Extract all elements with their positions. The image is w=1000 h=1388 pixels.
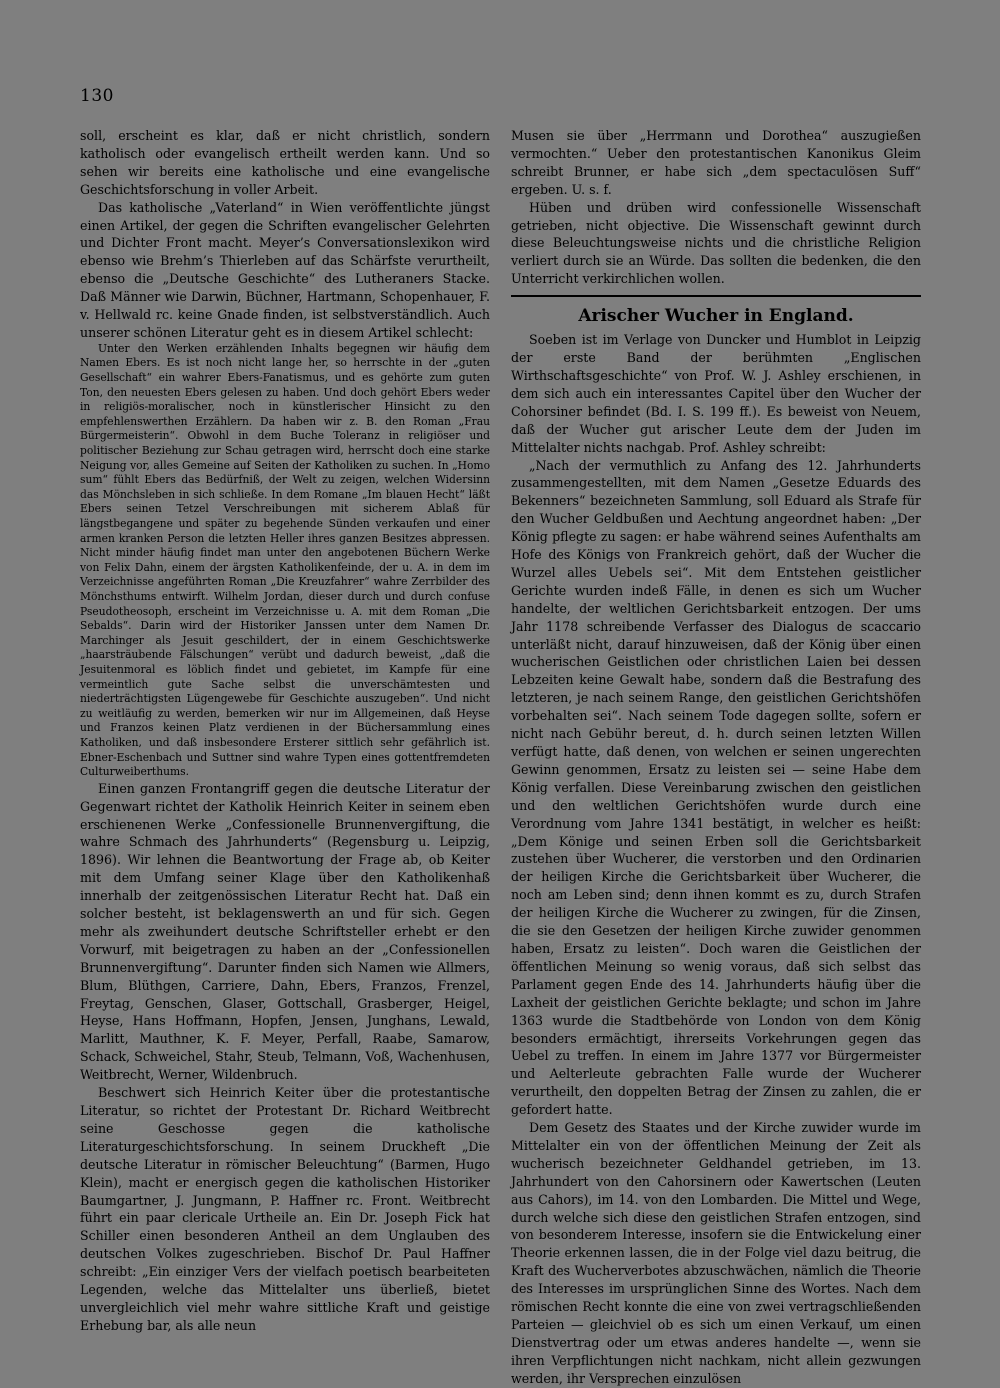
- paragraph: Dem Gesetz des Staates und der Kirche zuwider wurde im Mittelalter ein von der öffentlichen Meinung der Zeit als wucherisch bezeichneter Geldhandel getrieben, im 13. Jahrhundert von den Cahorsinern oder Kawertschen (Leuten aus Cahors), im 14. von den Lombarden. Die Mittel und Wege, durch welche sich diese den geistlichen Strafen entzogen, sind von besonderem Interesse, insofern sie die Entwickelung einer Theorie erkennen lassen, die in der Folge viel dazu beitrug, die Kraft des Wucherverbotes abzuschwächen, nämlich die Theorie des Interesses im ursprünglichen Sinne des Wortes. Nach dem römischen Recht konnte die eine von zwei vertragschließenden Parteien — gleichviel ob es sich um einen Verkauf, um einen Dienstvertrag oder um etwas anderes handelte —, wenn sie ihren Verpflichtungen nicht nachkam, nicht allein gezwungen werden, ihr Versprechen einzulösen: [511, 1120, 921, 1386]
- right-column: [511, 127, 921, 1388]
- block-quote: Unter den Werken erzählenden Inhalts begegnen wir häufig dem Namen Ebers. Es ist noch nicht lange her, so herrschte in der „guten Gesellschaft“ ein wahrer Ebers-Fanatismus, und es gehörte zum guten Ton, den neuesten Ebers gelesen zu haben. Und doch gehört Ebers weder in religiös-moralischer, noch in künstlerischer Hinsicht zu den empfehlenswerthen Erzählern. Da haben wir z. B. den Roman „Frau Bürgermeisterin“. Obwohl in dem Buche Toleranz in religiöser und politischer Beziehung zur Schau getragen wird, herrscht doch eine starke Neigung vor, alles Gemeine auf Seiten der Katholiken zu suchen. In „Homo sum“ fühlt Ebers das Bedürfniß, der Welt zu zeigen, welchen Widersinn das Mönchsleben in sich schließe. In dem Romane „Im blauen Hecht“ läßt Ebers seinen Tetzel Verschreibungen mit sicherem Ablaß für längstbegangene und später zu begehende Sünden verkaufen und einer armen kranken Person die letzten Heller ihres ganzen Besitzes abpressen. Nicht minder häufig findet man unter den angebotenen Büchern Werke von Felix Dahn, einem der ärgsten Katholikenfeinde, der u. A. in dem im Verzeichnisse angeführten Roman „Die Kreuzfahrer“ wahre Zerrbilder des Mönchsthums entwirft. Wilhelm Jordan, dieser durch und durch confuse Pseudotheosoph, erscheint im Verzeichnisse u. A. mit dem Roman „Die Sebalds“. Darin wird der Historiker Janssen unter dem Namen Dr. Marchinger als Jesuit geschildert, der in einem Geschichtswerke „haarsträubende Fälschungen“ verübt und dadurch beweist, „daß die Jesuitenmoral es löblich findet und gebietet, im Kampfe für eine vermeintlich gute Sache selbst die unverschämtesten und niederträchtigsten Lügengewebe für Geschichte auszugeben“. Und nicht zu weitläufig zu werden, bemerken wir nur im Allgemeinen, daß Heyse und Franzos keinen Platz verdienen in der Büchersammlung eines Katholiken, und daß insbesondere Ersterer sittlich sehr gefährlich ist. Ebner-Eschenbach und Suttner sind wahre Typen eines gottentfremdeten Culturweiberthums.: [80, 341, 490, 779]
- paragraph: Einen ganzen Frontangriff gegen die deutsche Literatur der Gegenwart richtet der Katholik Heinrich Keiter in seinem eben erschienenen Werke „Confessionelle Brunnenvergiftung, die wahre Schmach des Jahrhunderts“ (Regensburg u. Leipzig, 1896). Wir lehnen die Beantwortung der Frage ab, ob Keiter mit dem Umfang seiner Klage über den Katholikenhaß innerhalb der zeitgenössischen Literatur Recht hat. Daß ein solcher besteht, ist beklagenswerth an und für sich. Gegen mehr als zweihundert deutsche Schriftsteller erhebt er den Vorwurf, mit beigetragen zu haben an der „Confessionellen Brunnenvergiftung“. Darunter finden sich Namen wie Allmers, Blum, Blüthgen, Carriere, Dahn, Ebers, Franzos, Frenzel, Freytag, Genschen, Glaser, Gottschall, Grasberger, Heigel, Heyse, Hans Hoffmann, Hopfen, Jensen, Junghans, Lewald, Marlitt, Mauthner, K. F. Meyer, Perfall, Raabe, Samarow, Schack, Schweichel, Stahr, Steub, Telmann, Voß, Wachenhusen, Weitbrecht, Werner, Wildenbruch.: [80, 780, 490, 1083]
- paragraph: Soeben ist im Verlage von Duncker und Humblot in Leipzig der erste Band der berühmten „Englischen Wirthschaftsgeschichte“ von Prof. W. J. Ashley erschienen, in dem sich auch ein interessantes Capitel über den Wucher der Cohorsiner befindet (Bd. I. S. 199 ff.). Es beweist von Neuem, daß der Wucher gut arischer Leute dem der Juden im Mittelalter nichts nachgab. Prof. Ashley schreibt:: [511, 332, 921, 455]
- paragraph: „Nach der vermuthlich zu Anfang des 12. Jahrhunderts zusammengestellten, mit dem Namen „Gesetze Eduards des Bekenners“ bezeichneten Sammlung, soll Eduard als Strafe für den Wucher Geldbußen und Aechtung angeordnet haben: „Der König pflegte zu sagen: er habe während seines Aufenthalts am Hofe des Königs von Frankreich gehört, daß der Wucher die Wurzel alles Uebels sei“. Mit dem Entstehen geistlicher Gerichte wurden indeß Fälle, in denen es sich um Wucher handelte, der weltlichen Gerichtsbarkeit entzogen. Der ums Jahr 1178 schreibende Verfasser des Dialogus de scaccario unterläßt nicht, darauf hinzuweisen, daß der König über einen wucherischen Geistlichen oder christlichen Laien bei dessen Lebzeiten keine Gewalt habe, sondern daß die Bestrafung des letzteren, je nach seinem Range, den geistlichen Gerichtshöfen vorbehalten sei“. Nach seinem Tode dagegen sollte, sofern er nicht nach Gebühr bereut, d. h. durch seinen letzten Willen verfügt hatte, daß denen, von welchen er seinen ungerechten Gewinn genommen, Ersatz zu leisten sei — seine Habe dem König verfallen. Diese Vereinbarung zwischen den geistlichen und den weltlichen Gerichtshöfen wurde durch eine Verordnung vom Jahre 1341 bestätigt, in welcher es heißt: „Dem Könige und seinen Erben soll die Gerichtsbarkeit zustehen über Wucherer, die verstorben und den Ordinarien der heiligen Kirche die Gerichtsbarkeit über Wucherer, die noch am Leben sind; denn ihnen kommt es zu, durch Strafen der heiligen Kirche die Wucherer zu zwingen, für die Zinsen, die sie den Gesetzen der heiligen Kirche zuwider genommen haben, Ersatz zu leisten“. Doch waren die Geistlichen der öffentlichen Meinung so wenig voraus, daß sich selbst das Parlament gegen Ende des 14. Jahrhunderts häufig über die Laxheit der geistlichen Gerichte beklagte; und schon im Jahre 1363 wurde die Stadtbehörde von London von dem König besonders ermächtigt, ihrerseits Vorkehrungen gegen das Uebel zu treffen. In einem im Jahre 1377 vor Bürgermeister und Aelterleute gebrachten Falle wurde der Wucherer verurtheilt, den doppelten Betrag der Zinsen zu zahlen, die er gefordert hatte.: [511, 457, 921, 1118]
- paragraph: Musen sie über „Herrmann und Dorothea“ auszugießen vermochten.“ Ueber den protestantischen Kanonikus Gleim schreibt Brunner, er habe sich „dem spectaculösen Suff“ ergeben. U. s. f.: [511, 128, 921, 197]
- paragraph: Beschwert sich Heinrich Keiter über die protestantische Literatur, so richtet der Protestant Dr. Richard Weitbrecht seine Geschosse gegen die katholische Literaturgeschichtsforschung. In seinem Druckheft „Die deutsche Literatur in römischer Beleuchtung“ (Barmen, Hugo Klein), macht er energisch gegen die katholischen Historiker Baumgartner, J. Jungmann, P. Haffner rc. Front. Weitbrecht führt ein paar clericale Urtheile an. Ein Dr. Joseph Fick hat Schiller einen besonderen Antheil an dem Unglauben des deutschen Volkes zugeschrieben. Bischof Dr. Paul Haffner schreibt: „Ein einziger Vers der vielfach poetisch bearbeiteten Legenden, welche das Mittelalter uns überließ, bietet unvergleichlich viel mehr wahre sittliche Kraft und geistige Erhebung bar, als alle neun: [80, 1085, 490, 1333]
- paragraph: Hüben und drüben wird confessionelle Wissenschaft getrieben, nicht objective. Die Wissenschaft gewinnt durch diese Beleuchtungsweise nichts und die christliche Religion verliert durch sie an Würde. Das sollten die bedenken, die den Unterricht verkirchlichen wollen.: [511, 199, 921, 287]
- paragraph: Das katholische „Vaterland“ in Wien veröffentlichte jüngst einen Artikel, der gegen die Schriften evangelischer Gelehrten und Dichter Front macht. Meyer’s Conversationslexikon wird ebenso wie Brehm’s Thierleben auf das Schärfste verurtheilt, ebenso die „Deutsche Geschichte“ des Lutheraners Stacke. Daß Männer wie Darwin, Büchner, Hartmann, Schopenhauer, F. v. Hellwald rc. keine Gnade finden, ist selbstverständlich. Auch unserer schönen Literatur geht es in diesem Artikel schlecht:: [80, 199, 490, 340]
- left-column: [80, 127, 490, 1335]
- page-number: 130: [80, 86, 114, 106]
- section-heading: Arischer Wucher in England.: [511, 295, 921, 327]
- paragraph: soll, erscheint es klar, daß er nicht christlich, sondern katholisch oder evangelisch ertheilt werden kann. Und so sehen wir bereits eine katholische und eine evangelische Geschichtsforschung in voller Arbeit.: [80, 128, 490, 197]
